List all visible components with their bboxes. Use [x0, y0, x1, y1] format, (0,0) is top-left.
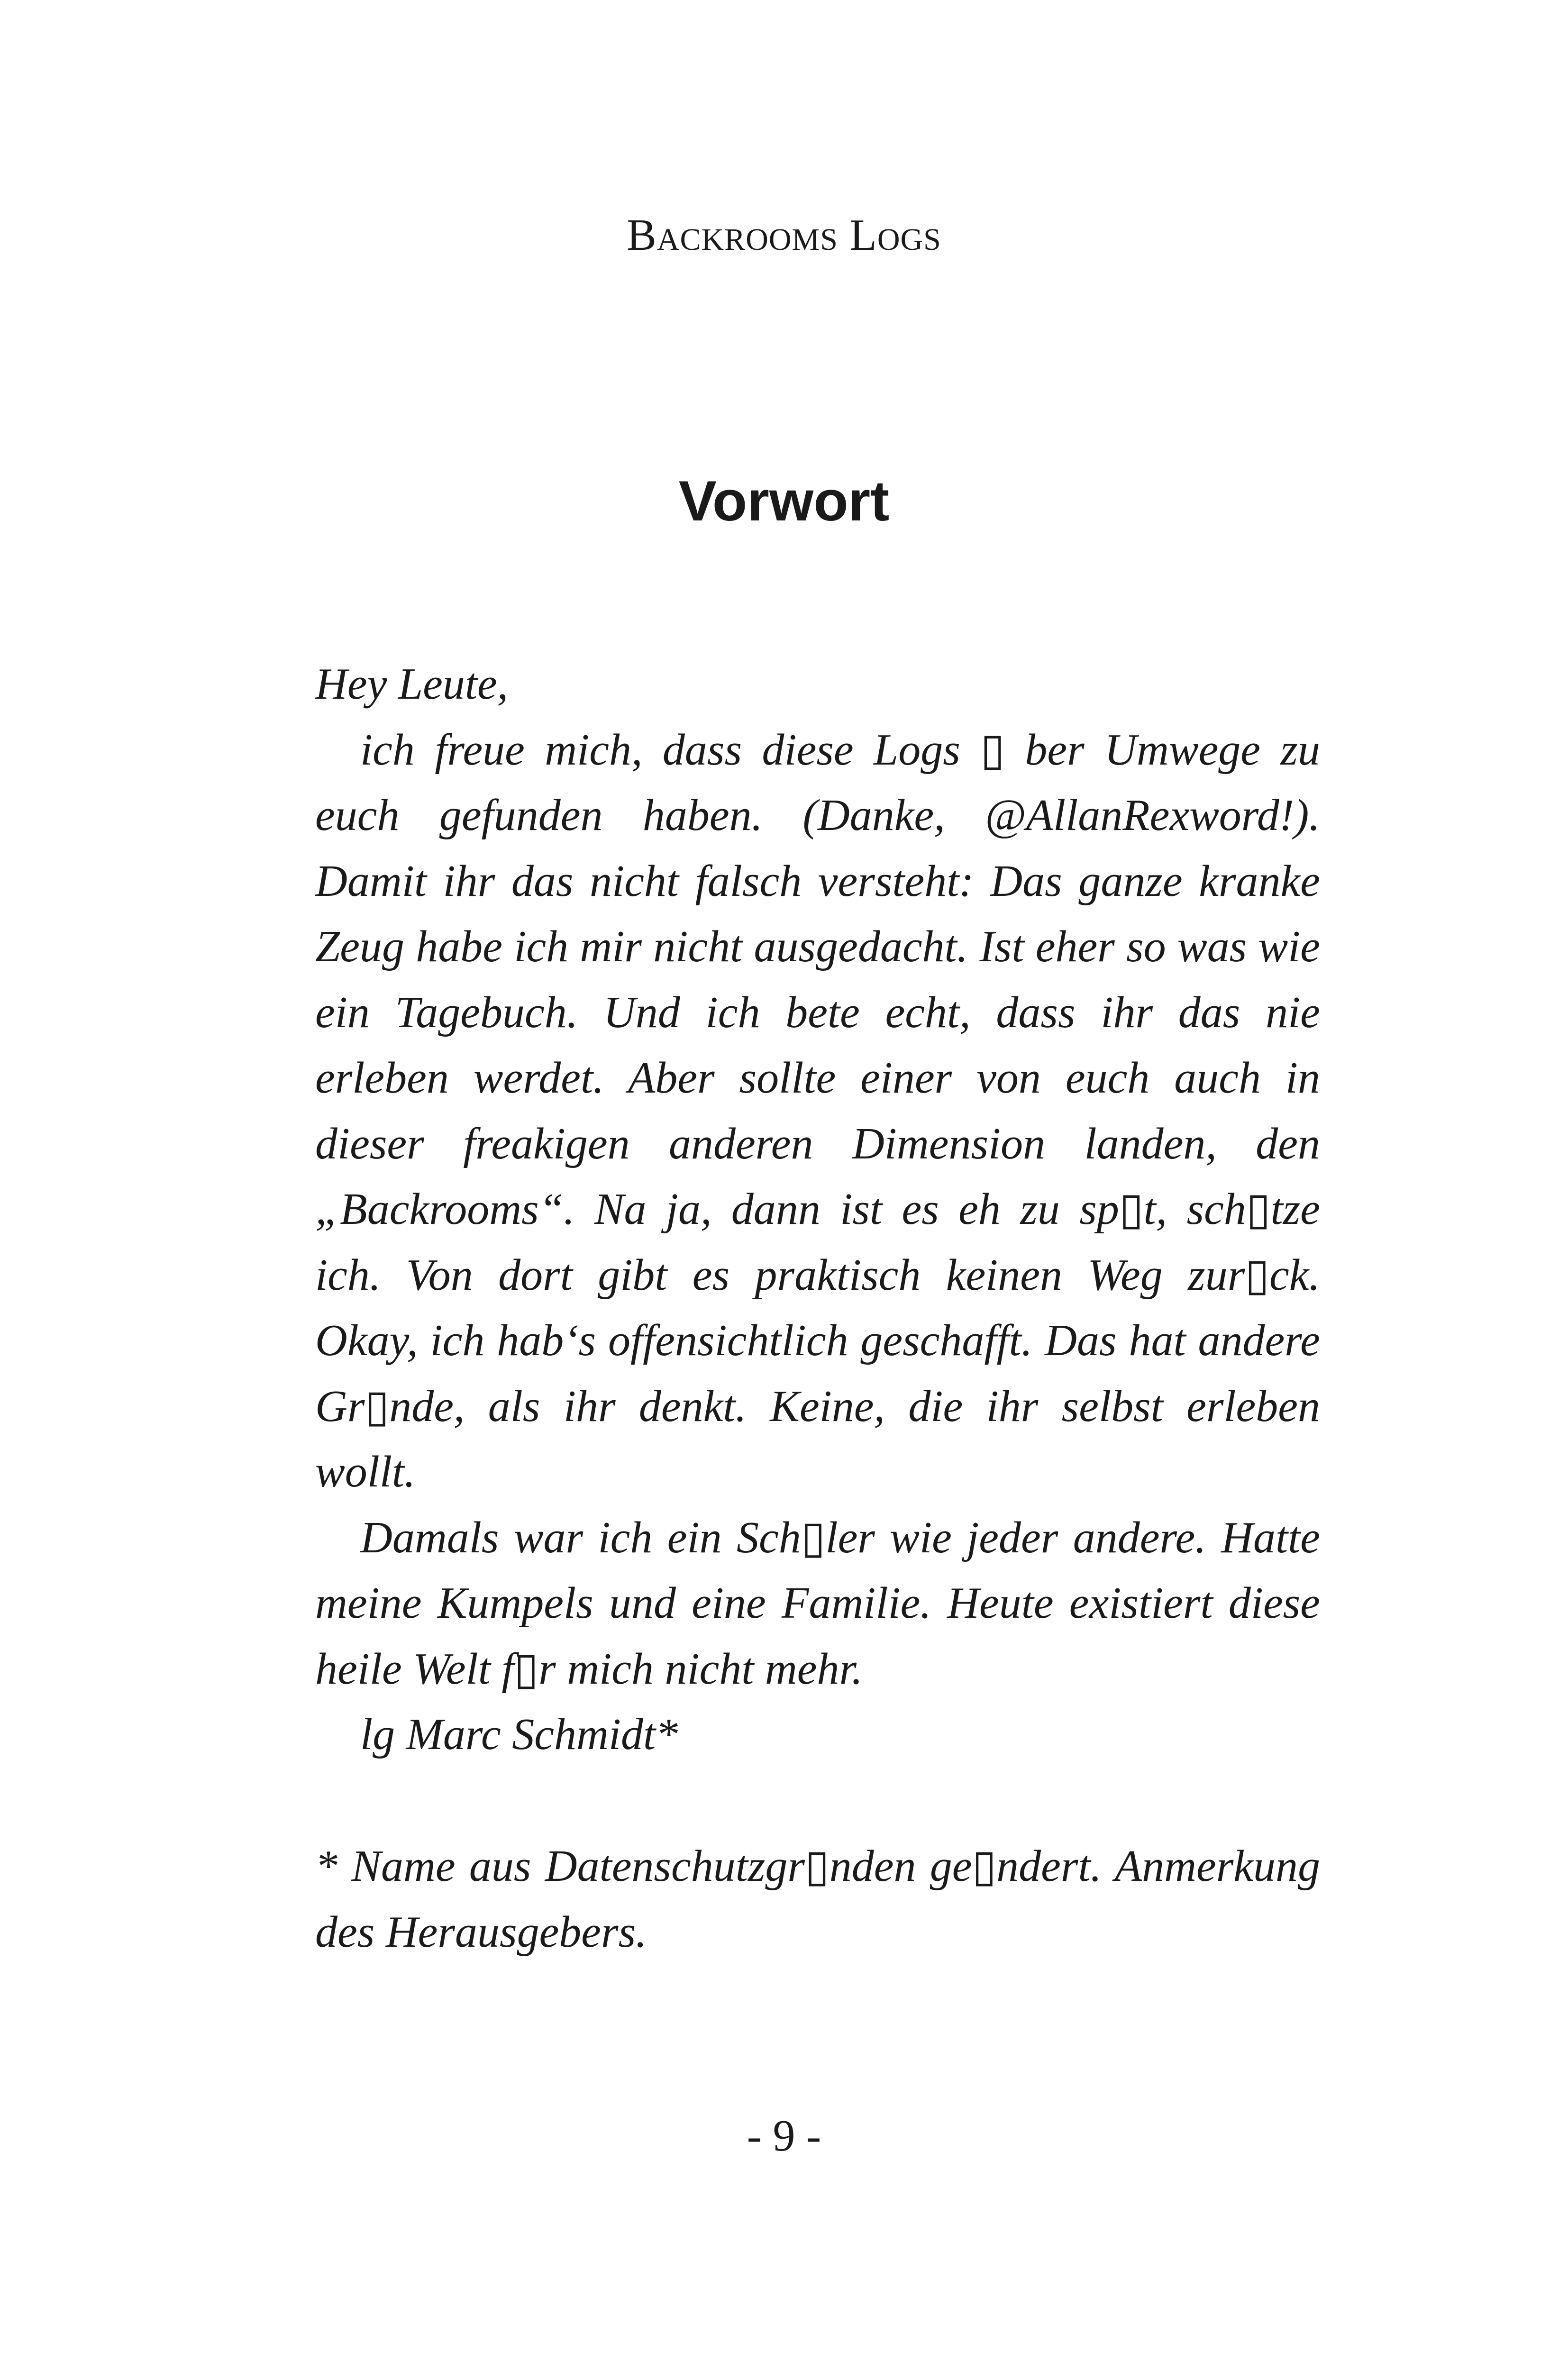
letter-signature: lg Marc Schmidt*	[360, 1710, 678, 1759]
footnote: * Name aus Datenschutzgr▯nden ge▯ndert. Anmerkung des Herausgebers.	[315, 1841, 1320, 1957]
letter-paragraph: ich freue mich, dass diese Logs ▯ ber Umwege zu euch gefunden haben. (Danke, @AllanRexword!). Damit ihr das nicht falsch versteht: Das ganze kranke Zeug habe ich mir nicht ausgedacht. Ist eher so was wie ein Tagebuch. Und ich bete echt, dass ihr das nie erleben werdet. Aber sollte einer von euch auch in dieser freakigen anderen Dimension landen, den „Backrooms“. Na ja, dann ist es eh zu sp▯t, sch▯tze ich. Von dort gibt es praktisch keinen Weg zur▯ck. Okay, ich hab‘s offensichtlich geschafft. Das hat andere Gr▯nde, als ihr denkt. Keine, die ihr selbst erleben wollt.	[315, 725, 1320, 1496]
chapter-title: Vorwort	[678, 469, 890, 533]
letter-body	[315, 651, 1320, 1768]
letter-paragraph: Damals war ich ein Sch▯ler wie jeder andere. Hatte meine Kumpels und eine Familie. Heute existiert diese heile Welt f▯r mich nicht mehr.	[315, 1513, 1320, 1694]
running-header: Backrooms Logs	[627, 210, 941, 260]
page-number: - 9 -	[747, 2111, 821, 2160]
letter-salutation: Hey Leute,	[315, 659, 509, 709]
